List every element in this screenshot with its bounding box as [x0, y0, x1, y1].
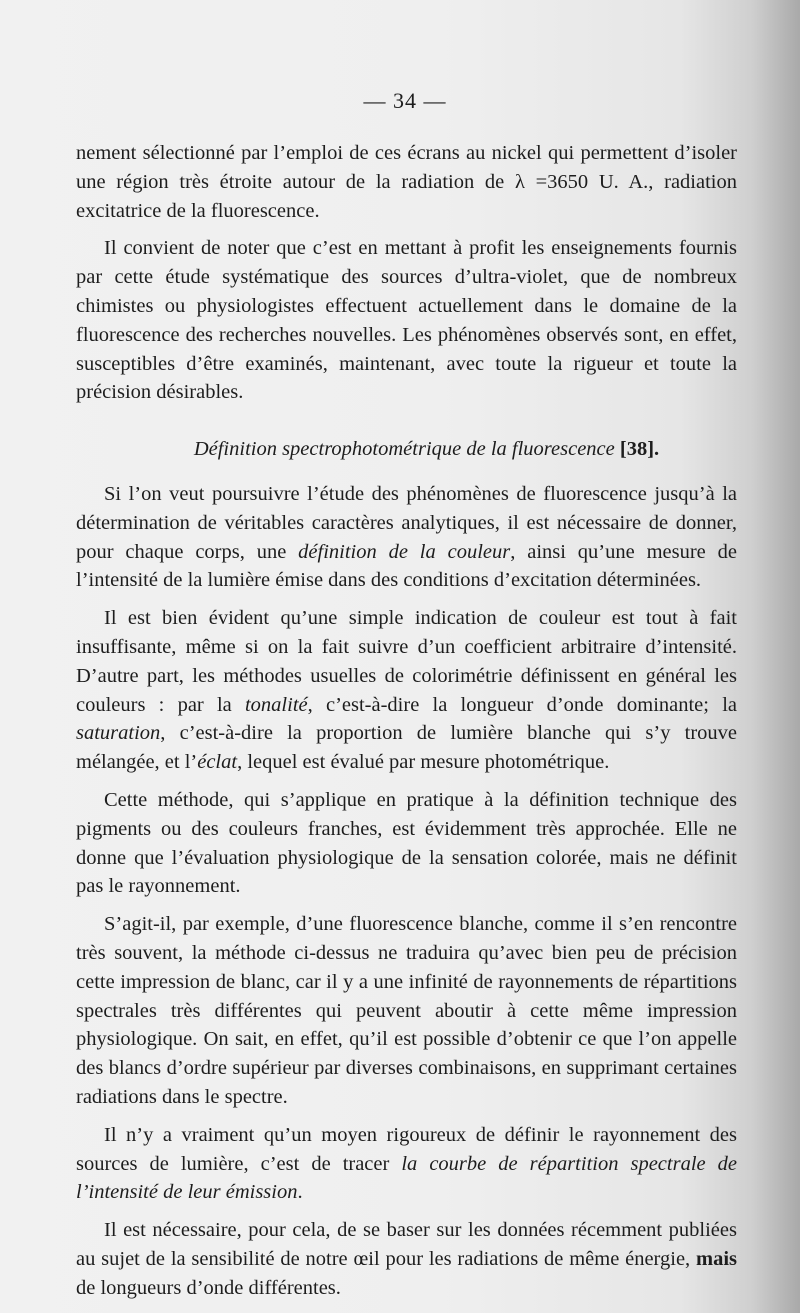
- paragraph-8-text-end: de longueurs d’onde différentes.: [76, 1276, 341, 1299]
- page-number: — 34 —: [363, 88, 447, 113]
- paragraph-5: Cette méthode, qui s’applique en pratique à la définition technique des pigments ou des couleurs franches, est évidemment très approchée. Elle ne donne que l’évaluation physiologique de la sensation colorée, mais ne définit pas le rayonnement.: [76, 788, 737, 898]
- paragraph-8-text: Il est nécessaire, pour cela, de se baser sur les données récemment publiées au sujet de la sensibilité de notre œil pour les radiations de même énergie,: [76, 1219, 737, 1270]
- section-heading-title: Définition spectrophotométrique de la fluorescence: [193, 438, 615, 461]
- paragraph-8-bold-word: mais: [696, 1247, 737, 1270]
- paragraph-8: [76, 1216, 737, 1302]
- paragraph-4-text-end: , lequel est évalué par mesure photométrique.: [237, 751, 610, 774]
- paragraph-3-text: Si l’on veut poursuivre l’étude des phénomènes de fluorescence jusqu’à la détermination de véritables caractères analytiques, il est nécessaire de donner, pour chaque corps, une: [76, 482, 737, 563]
- paragraph-4-text-2: , c’est-à-dire la longueur d’onde dominante; la: [307, 693, 737, 716]
- paragraph-7: [76, 1121, 737, 1207]
- paragraph-3-text-end: , ainsi qu’une mesure de l’intensité de la lumière émise dans des conditions d’excitation déterminées.: [76, 540, 737, 592]
- section-heading-reference: [38].: [619, 438, 660, 461]
- paragraph-4: [76, 604, 737, 777]
- paragraph-2: Il convient de noter que c’est en mettant à profit les enseignements fournis par cette étude systématique des sources d’ultra-violet, que de nombreux chimistes ou physiologistes effectuent actuellement dans le domaine de la fluorescence des recherches nouvelles. Les phénomènes observés sont, en effet, susceptibles d’être examinés, maintenant, avec toute la rigueur et toute la précision désirables.: [76, 237, 737, 404]
- paragraph-7-text-end: .: [297, 1181, 303, 1204]
- paragraph-3: [76, 480, 737, 595]
- paragraph-1: nement sélectionné par l’emploi de ces écrans au nickel qui permettent d’isoler une région très étroite autour de la radiation de λ =3650 U. A., radiation excitatrice de la fluorescence.: [76, 142, 737, 222]
- paragraph-4-text: Il est bien évident qu’une simple indication de couleur est tout à fait insuffisante, même si on la fait suivre d’un coefficient arbitraire d’intensité. D’autre part, les méthodes usuelles de colorimétrie définissent en général les couleurs : par la: [76, 607, 737, 716]
- term-saturation: saturation: [76, 722, 161, 745]
- body-text: [76, 139, 737, 1311]
- section-heading: [76, 435, 737, 464]
- paragraph-7-text: Il n’y a vraiment qu’un moyen rigoureux de définir le rayonnement des sources de lumière, c’est de tracer: [76, 1123, 737, 1175]
- paragraph-4-text-3: , c’est-à-dire la proportion de lumière blanche qui s’y trouve mélangée, et l’: [76, 722, 737, 774]
- paragraph-7-emphasis: la courbe de répartition spectrale de l’intensité de leur émission: [76, 1152, 737, 1204]
- term-eclat: éclat: [197, 751, 238, 774]
- paragraph-3-emphasis: définition de la couleur: [298, 540, 511, 563]
- term-tonalite: tonalité: [244, 693, 308, 716]
- paragraph-6: S’agit-il, par exemple, d’une fluorescence blanche, comme il s’en rencontre très souvent, la méthode ci-dessus ne traduira qu’avec bien peu de précision cette impression de blanc, car il y a une infinité de rayonnements de répartitions spectrales très différentes qui peuvent aboutir à cette même impression physiologique. On sait, en effet, qu’il est possible d’obtenir ce que l’on appelle des blancs d’ordre supérieur par diverses combinaisons, en supprimant certaines radiations dans le spectre.: [76, 913, 737, 1108]
